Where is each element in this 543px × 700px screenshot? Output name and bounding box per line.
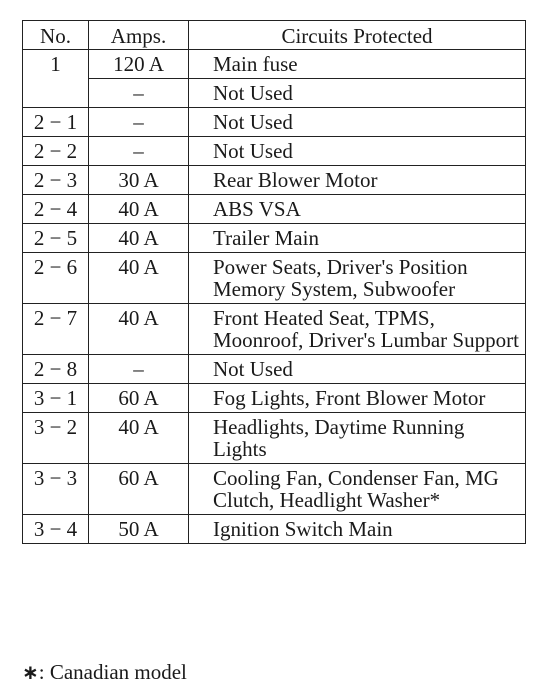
amps-cell: –: [89, 355, 189, 384]
fuse-number-cell: 3 − 2: [23, 413, 89, 464]
fuse-number-cell: 2 − 4: [23, 195, 89, 224]
circuit-cell: Not Used: [189, 79, 526, 108]
table-row: [23, 108, 526, 137]
fuse-number-cell: 1: [23, 50, 89, 108]
fuse-number-cell: 2 − 6: [23, 253, 89, 304]
amps-cell: 60 A: [89, 384, 189, 413]
circuit-cell: Not Used: [189, 355, 526, 384]
circuit-cell: Rear Blower Motor: [189, 166, 526, 195]
amps-cell: 50 A: [89, 515, 189, 544]
circuit-cell: Power Seats, Driver's Position Memory System, Subwoofer: [189, 253, 526, 304]
amps-cell: –: [89, 79, 189, 108]
fuse-number-cell: 2 − 5: [23, 224, 89, 253]
footnote-text: : Canadian model: [38, 660, 187, 684]
amps-cell: 40 A: [89, 413, 189, 464]
table-row: [23, 515, 526, 544]
table-row: [23, 304, 526, 355]
table-row: [23, 137, 526, 166]
fuse-number-cell: 3 − 1: [23, 384, 89, 413]
table-row: [23, 355, 526, 384]
table-row: [23, 50, 526, 79]
table-row: [23, 166, 526, 195]
table-row: [23, 413, 526, 464]
fuse-number-cell: 3 − 4: [23, 515, 89, 544]
fuse-number-cell: 2 − 1: [23, 108, 89, 137]
table-header-row: [23, 21, 526, 50]
amps-cell: 40 A: [89, 253, 189, 304]
amps-cell: 40 A: [89, 304, 189, 355]
column-header-amps: Amps.: [89, 21, 189, 50]
circuit-cell: Main fuse: [189, 50, 526, 79]
column-header-circuits: Circuits Protected: [189, 21, 526, 50]
fuse-table: [22, 20, 526, 544]
amps-cell: 60 A: [89, 464, 189, 515]
circuit-cell: Trailer Main: [189, 224, 526, 253]
fuse-number-cell: 2 − 7: [23, 304, 89, 355]
fuse-number-cell: 3 − 3: [23, 464, 89, 515]
circuit-cell: Front Heated Seat, TPMS, Moonroof, Driver's Lumbar Support: [189, 304, 526, 355]
circuit-cell: Cooling Fan, Condenser Fan, MG Clutch, Headlight Washer*: [189, 464, 526, 515]
amps-cell: 40 A: [89, 195, 189, 224]
column-header-no: No.: [23, 21, 89, 50]
circuit-cell: Not Used: [189, 137, 526, 166]
amps-cell: –: [89, 137, 189, 166]
table-row: [23, 79, 526, 108]
asterisk-icon: ∗: [22, 660, 39, 684]
circuit-cell: ABS VSA: [189, 195, 526, 224]
table-row: [23, 195, 526, 224]
circuit-cell: Not Used: [189, 108, 526, 137]
fuse-number-cell: 2 − 8: [23, 355, 89, 384]
footnote: [22, 660, 187, 684]
table-row: [23, 224, 526, 253]
circuit-cell: Fog Lights, Front Blower Motor: [189, 384, 526, 413]
amps-cell: –: [89, 108, 189, 137]
amps-cell: 40 A: [89, 224, 189, 253]
table-row: [23, 253, 526, 304]
table-row: [23, 464, 526, 515]
circuit-cell: Headlights, Daytime Running Lights: [189, 413, 526, 464]
fuse-number-cell: 2 − 2: [23, 137, 89, 166]
table-row: [23, 384, 526, 413]
circuit-cell: Ignition Switch Main: [189, 515, 526, 544]
amps-cell: 30 A: [89, 166, 189, 195]
fuse-number-cell: 2 − 3: [23, 166, 89, 195]
amps-cell: 120 A: [89, 50, 189, 79]
